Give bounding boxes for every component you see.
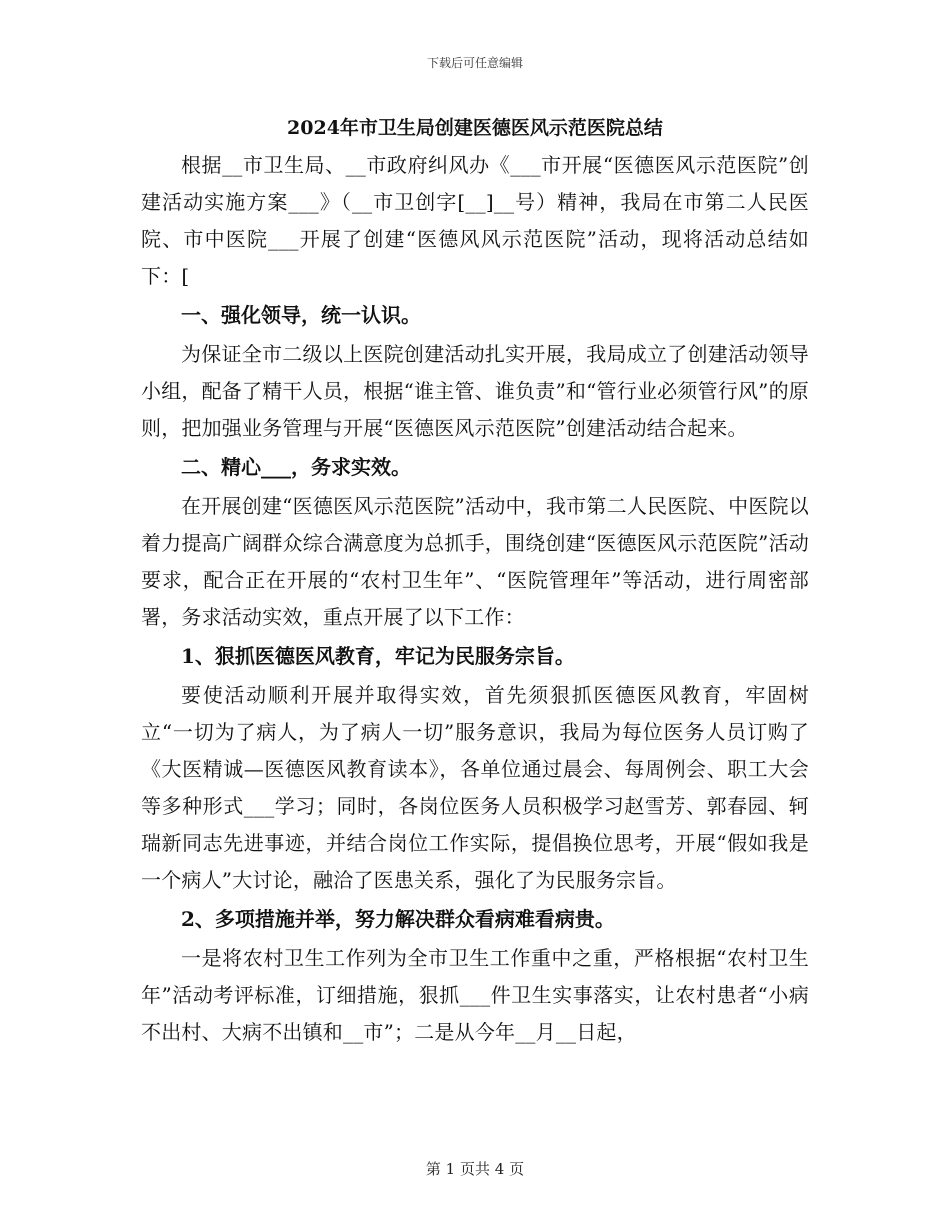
document-body <box>141 113 809 1051</box>
page-number: 第 1 页共 4 页 <box>425 1160 525 1178</box>
document-title: 2024年市卫生局创建医德医风示范医院总结 <box>287 117 663 139</box>
item-2-heading: 2、多项措施并举，努力解决群众看病难看病贵。 <box>181 907 615 931</box>
intro-paragraph: 根据__市卫生局、__市政府纠风办《___市开展“医德医风示范医院”创建活动实施方案___》（__市卫创字[__]__号）精神，我局在市第二人民医院、市中医院___开展了创建“医德风风示范医院”活动，现将活动总结如下：[ <box>141 153 809 288</box>
item-2-paragraph: 一是将农村卫生工作列为全市卫生工作重中之重，严格根据“农村卫生年”活动考评标准，订细措施，狠抓___件卫生实事落实，让农村患者“小病不出村、大病不出镇和__市”；二是从今年__月__日起， <box>141 946 809 1044</box>
page-header: 下载后可任意编辑 <box>426 56 523 70</box>
section-2-heading: 二、精心___，务求实效。 <box>181 455 411 479</box>
item-1-heading: 1、狠抓医德医风教育，牢记为民服务宗旨。 <box>181 644 575 668</box>
section-1-paragraph: 为保证全市二级以上医院创建活动扎实开展，我局成立了创建活动领导小组，配备了精干人员，根据“谁主管、谁负责”和“管行业必须管行风”的原则，把加强业务管理与开展“医德医风示范医院”创建活动结合起来。 <box>141 342 809 440</box>
section-1-heading: 一、强化领导，统一认识。 <box>181 303 421 327</box>
section-2-paragraph: 在开展创建“医德医风示范医院”活动中，我市第二人民医院、中医院以着力提高广阔群众综合满意度为总抓手，围绕创建“医德医风示范医院”活动要求，配合正在开展的“农村卫生年”、“医院管理年”等活动，进行周密部署，务求活动实效，重点开展了以下工作： <box>141 494 809 629</box>
item-1-paragraph: 要使活动顺利开展并取得实效，首先须狠抓医德医风教育，牢固树立“一切为了病人，为了病人一切”服务意识，我局为每位医务人员订购了《大医精诚—医德医风教育读本》，各单位通过晨会、每周例会、职工大会等多种形式___学习；同时，各岗位医务人员积极学习赵雪芳、郭春园、轲瑞新同志先进事迹，并结合岗位工作实际，提倡换位思考，开展“假如我是一个病人”大讨论，融洽了医患关系，强化了为民服务宗旨。 <box>141 683 809 892</box>
